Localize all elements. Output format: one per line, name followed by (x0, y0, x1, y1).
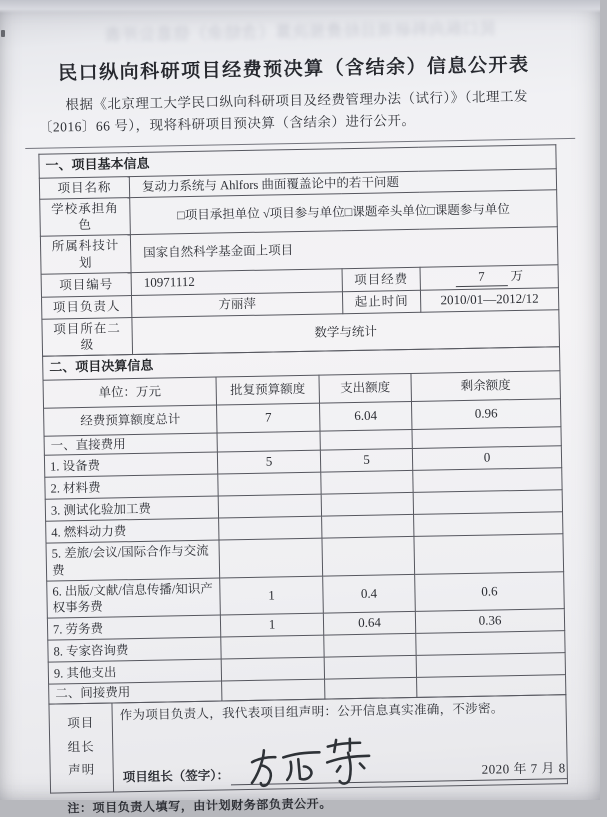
footnote: 注：项目负责人填写，由计划财务部负责公开。 (67, 796, 333, 815)
funding-value-cell (420, 265, 558, 290)
funding-label: 项目经费 (342, 267, 420, 291)
declaration-row (49, 694, 568, 792)
expense-budget: 1 (220, 613, 323, 637)
col-header-unit: 单位：万元 (43, 377, 216, 408)
program-label: 所属科技计划 (40, 235, 131, 274)
declaration-statement: 作为项目负责人，我代表项目组声明：公开信息真实准确，不涉密。 (119, 700, 504, 722)
department-label: 项目所在二级 (42, 317, 133, 356)
basic-info-table (38, 144, 560, 357)
expense-label: 9. 其他支出 (48, 659, 221, 684)
signature-row (114, 760, 567, 791)
duration-label: 起止时间 (342, 290, 420, 313)
expense-remain: 0.96 (411, 399, 561, 430)
expense-label: 8. 专家咨询费 (48, 637, 221, 662)
declaration-content-cell (112, 694, 568, 791)
form-table (38, 144, 567, 793)
expense-label: 7. 劳务费 (47, 615, 220, 640)
expense-label: 3. 测试化验加工费 (45, 496, 218, 521)
expense-budget: 5 (217, 450, 320, 474)
expense-label: 4. 燃料动力费 (46, 518, 219, 543)
expense-remain: 0.36 (415, 609, 564, 634)
photo-top-edge (0, 0, 600, 13)
expense-remain: 0.6 (415, 571, 565, 611)
expense-label: 经费预算额度总计 (44, 405, 217, 436)
expense-spent: 0.4 (323, 574, 416, 613)
expense-spent: 0.64 (323, 612, 415, 636)
expense-remain: 0 (412, 446, 561, 471)
project-number-label: 项目编号 (41, 272, 131, 297)
school-role-checkboxes: □项目承担单位 √项目参与单位□课题牵头单位□课题参与单位 (130, 190, 558, 235)
expense-budget: 1 (220, 576, 324, 615)
expense-label: 1. 设备费 (44, 452, 217, 477)
signature-caption: 项目组长（签字）： (122, 768, 230, 785)
budget-table (42, 346, 566, 704)
funding-unit: 万 (510, 268, 524, 283)
bleedthrough-text: 民口纵向科研项目经费预决算（含结余）信息公开表 (104, 20, 496, 45)
declaration-table (48, 694, 568, 793)
expense-label: 5. 差旅/会议/国际合作与交流费 (46, 540, 220, 581)
project-name-value: 复动力系统与 Ahlfors 曲面覆盖论中的若干问题 (129, 168, 556, 197)
form-title: 民口纵向科研项目经费预决算（含结余）信息公开表 (57, 54, 530, 85)
project-number-value: 10971112 (131, 269, 342, 296)
school-role-label: 学校承担角色 (40, 197, 131, 236)
intro-paragraph: 根据《北京理工大学民口纵向科研项目及经费管理办法（试行）》（北理工发〔2016〕66 号），现将科研项目预决算（含结余）进行公开。 (38, 88, 529, 135)
project-name-label: 项目名称 (39, 176, 129, 199)
expense-budget: 7 (217, 403, 320, 433)
expense-spent: 5 (320, 449, 412, 473)
expense-label: 2. 材料费 (45, 474, 218, 499)
signature-date: 2020 年 7 月 8 (481, 759, 566, 777)
col-header-spent: 支出额度 (319, 373, 411, 403)
department-value: 数学与统计 (132, 309, 560, 354)
expense-label: 一、直接费用 (44, 433, 217, 455)
handwritten-signature (247, 733, 377, 796)
leader-label: 项目负责人 (41, 295, 131, 319)
signature-line (231, 760, 567, 785)
col-header-approved: 批复预算额度 (216, 375, 319, 405)
col-header-remaining: 剩余额度 (411, 371, 561, 402)
leader-value: 方丽萍 (131, 291, 342, 317)
section1-heading: 一、项目基本信息 (39, 144, 556, 177)
declaration-side-label: 项目 组长 声明 (49, 703, 114, 793)
program-value: 国家自然科学基金面上项目 (130, 227, 558, 272)
paper-sheet (0, 49, 607, 817)
section2-heading: 二、项目决算信息 (43, 347, 560, 380)
expense-spent: 6.04 (319, 401, 411, 431)
expense-label: 6. 出版/文献/信息传播/知识产权事务费 (47, 578, 221, 619)
duration-value: 2010/01—2012/12 (420, 287, 558, 311)
expense-label: 二、间接费用 (49, 681, 222, 703)
funding-amount: 7 (455, 268, 507, 287)
